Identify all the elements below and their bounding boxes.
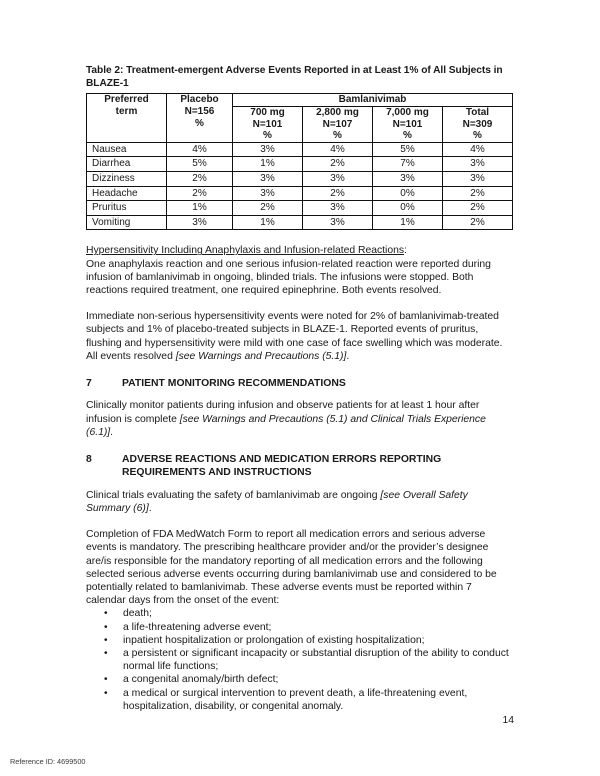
reportable-events-list <box>86 607 514 713</box>
section-7-title: PATIENT MONITORING RECOMMENDATIONS <box>122 377 346 389</box>
hypersensitivity-paragraph-2 <box>86 310 514 363</box>
page-content <box>86 64 514 713</box>
reference-id: Reference ID: 4699500 <box>10 757 86 766</box>
row-placebo: 3% <box>167 215 233 230</box>
header-dose-7000-label: 7,000 mg <box>386 107 429 118</box>
header-bamlanivimab-group: Bamlanivimab <box>233 94 513 107</box>
row-dose-2800: 2% <box>303 157 373 172</box>
section-8-title-line1: ADVERSE REACTIONS AND MEDICATION ERRORS REPORTING <box>122 453 442 465</box>
row-term: Pruritus <box>87 201 167 216</box>
section-8-title <box>122 453 514 480</box>
table-header-row-top <box>87 94 513 107</box>
row-dose-7000: 5% <box>373 142 443 157</box>
section-7-paragraph-end: . <box>110 426 114 438</box>
header-preferred-term-line2: term <box>115 106 138 117</box>
section-7-heading <box>86 377 514 390</box>
row-term: Nausea <box>87 142 167 157</box>
row-dose-2800: 4% <box>303 142 373 157</box>
header-preferred-term <box>87 94 167 142</box>
row-term: Diarrhea <box>87 157 167 172</box>
hypersensitivity-cross-reference: [see Warnings and Precautions (5.1)] <box>175 350 347 362</box>
header-dose-2800 <box>303 107 373 143</box>
bullet-icon: • <box>104 687 108 699</box>
hypersensitivity-block <box>86 244 514 297</box>
header-dose-700 <box>233 107 303 143</box>
hypersensitivity-paragraph-2-end: . <box>346 350 350 362</box>
table-row <box>87 215 513 230</box>
table-row <box>87 186 513 201</box>
list-item-label: inpatient hospitalization or prolongation of existing hospitalization; <box>123 634 425 646</box>
row-dose-7000: 1% <box>373 215 443 230</box>
bullet-icon: • <box>104 621 108 633</box>
row-dose-2800: 3% <box>303 171 373 186</box>
table-row <box>87 171 513 186</box>
row-placebo: 1% <box>167 201 233 216</box>
list-item-label: a life-threatening adverse event; <box>123 621 272 633</box>
row-total: 4% <box>443 142 513 157</box>
header-dose-2800-n: N=107 <box>322 118 353 130</box>
row-placebo: 2% <box>167 186 233 201</box>
row-total: 2% <box>443 186 513 201</box>
row-dose-700: 1% <box>233 157 303 172</box>
spacer <box>86 480 514 489</box>
row-total: 3% <box>443 171 513 186</box>
table-caption: Table 2: Treatment-emergent Adverse Events Reported in at Least 1% of All Subjects in BLAZE-1 <box>86 65 503 90</box>
row-dose-700: 3% <box>233 171 303 186</box>
row-total: 2% <box>443 201 513 216</box>
header-total-n: N=309 <box>462 118 493 130</box>
section-7-paragraph <box>86 399 514 439</box>
header-total-label: Total <box>465 107 490 118</box>
spacer <box>86 230 514 244</box>
list-item <box>86 634 514 647</box>
header-preferred-term-line1: Preferred <box>104 94 149 106</box>
section-8-title-line2: REQUIREMENTS AND INSTRUCTIONS <box>122 467 312 479</box>
list-item-label: a congenital anomaly/birth defect; <box>123 674 279 686</box>
adverse-events-table <box>86 93 513 230</box>
list-item <box>86 687 514 713</box>
row-placebo: 2% <box>167 171 233 186</box>
hypersensitivity-paragraph-1: One anaphylaxis reaction and one serious infusion-related reaction were reported during infusion of bamlanivimab in ongoing, blinded trials. The infusions were stopped. Both reactions required treatment, one required epinephrine. Both events resolved. <box>86 258 491 296</box>
section-7-cross-reference: [see Warnings and Precautions (5.1) and Clinical Trials Experience (6.1)] <box>86 413 486 438</box>
row-dose-7000: 3% <box>373 171 443 186</box>
header-dose-700-unit: % <box>263 130 272 142</box>
row-total: 2% <box>443 215 513 230</box>
row-dose-2800: 3% <box>303 215 373 230</box>
bullet-icon: • <box>104 648 108 660</box>
row-dose-700: 2% <box>233 201 303 216</box>
row-term: Dizziness <box>87 171 167 186</box>
list-item <box>86 673 514 686</box>
hypersensitivity-heading: Hypersensitivity Including Anaphylaxis and Infusion-related Reactions <box>86 245 405 257</box>
page-number: 14 <box>502 715 514 726</box>
hypersensitivity-heading-colon: : <box>404 245 407 257</box>
header-dose-700-label: 700 mg <box>250 107 285 118</box>
hypersensitivity-paragraph-2-text: Immediate non-serious hypersensitivity events were noted for 2% of bamlanivimab-treated subjects and 1% of placebo-treated subjects in BLAZE-1. Reported events of pruritus, flushing and hypersensitivity were mild with one case of face swelling which was moderate. All events resolved <box>86 311 503 362</box>
list-item <box>86 647 514 673</box>
section-8-paragraph-1 <box>86 489 514 515</box>
header-dose-7000-n: N=101 <box>392 118 423 130</box>
row-total: 3% <box>443 157 513 172</box>
list-item <box>86 621 514 634</box>
row-dose-7000: 7% <box>373 157 443 172</box>
list-item-label: a persistent or significant incapacity or substantial disruption of the ability to conduct normal life functions; <box>123 648 509 673</box>
header-placebo-line3: % <box>195 117 204 129</box>
section-8-heading <box>86 453 514 480</box>
row-term: Headache <box>87 186 167 201</box>
section-7-number: 7 <box>86 377 92 389</box>
spacer <box>86 363 514 377</box>
header-dose-2800-label: 2,800 mg <box>316 107 359 118</box>
bullet-icon: • <box>104 674 108 686</box>
row-dose-700: 1% <box>233 215 303 230</box>
row-dose-700: 3% <box>233 142 303 157</box>
section-8-number: 8 <box>86 453 92 465</box>
list-item-label: a medical or surgical intervention to prevent death, a life-threatening event, hospitalization, disability, or congenital anomaly. <box>123 687 468 712</box>
section-7-paragraph-text: Clinically monitor patients during infusion and observe patients for at least 1 hour after infusion is complete <box>86 400 480 425</box>
row-dose-7000: 0% <box>373 201 443 216</box>
spacer <box>86 390 514 399</box>
table-row <box>87 201 513 216</box>
table-row <box>87 142 513 157</box>
row-term: Vomiting <box>87 215 167 230</box>
row-dose-2800: 3% <box>303 201 373 216</box>
header-placebo-line1: Placebo <box>180 94 219 106</box>
row-dose-700: 3% <box>233 186 303 201</box>
header-dose-7000 <box>373 107 443 143</box>
section-8-paragraph-1-end: . <box>148 503 152 514</box>
section-8-paragraph-1-text: Clinical trials evaluating the safety of bamlanivimab are ongoing <box>86 489 381 501</box>
spacer <box>86 297 514 310</box>
row-placebo: 5% <box>167 157 233 172</box>
header-placebo <box>167 94 233 142</box>
row-dose-2800: 2% <box>303 186 373 201</box>
section-8-cross-reference: [see Overall Safety Summary (6)] <box>86 489 468 514</box>
row-dose-7000: 0% <box>373 186 443 201</box>
header-dose-700-n: N=101 <box>252 118 283 130</box>
spacer <box>86 439 514 453</box>
header-dose-2800-unit: % <box>333 130 342 142</box>
header-dose-7000-unit: % <box>403 130 412 142</box>
section-8-paragraph-2: Completion of FDA MedWatch Form to report all medication errors and serious adverse events is mandatory. The prescribing healthcare provider and/or the provider’s designee are/is responsible for the mandatory reporting of all medication errors and the following selected serious adverse events occurring during bamlanivimab use and considered to be potentially related to bamlanivimab. These adverse events must be reported within 7 calendar days from the onset of the event: <box>86 529 497 607</box>
bullet-icon: • <box>104 608 108 620</box>
header-total <box>443 107 513 143</box>
spacer <box>86 515 514 528</box>
row-placebo: 4% <box>167 142 233 157</box>
list-item <box>86 607 514 620</box>
header-placebo-line2: N=156 <box>184 106 215 117</box>
bullet-icon: • <box>104 634 108 646</box>
header-total-unit: % <box>473 130 482 142</box>
table-row <box>87 157 513 172</box>
list-item-label: death; <box>123 608 152 620</box>
